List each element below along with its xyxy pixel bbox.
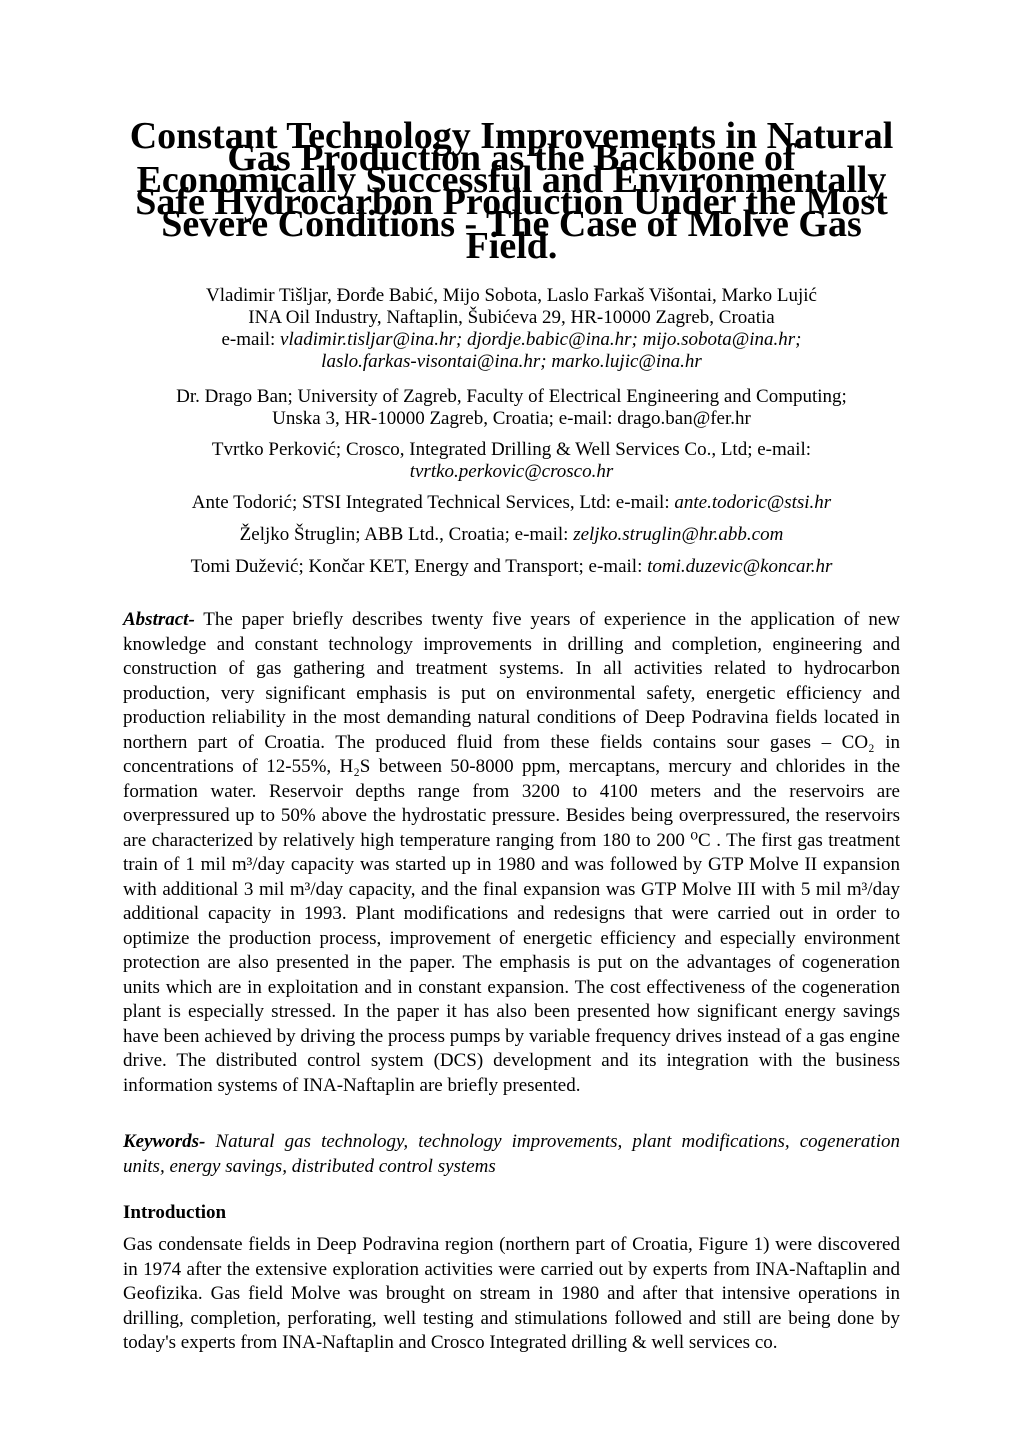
author-block-drago-ban (123, 386, 900, 430)
author-emails-line-1 (123, 329, 900, 351)
abstract-label: Abstract- (123, 609, 195, 630)
author-block-tomi-duzevic (123, 556, 900, 578)
email-addresses: vladimir.tisljar@ina.hr; djordje.babic@ina.hr; mijo.sobota@ina.hr; (280, 329, 802, 350)
keywords-paragraph (123, 1130, 900, 1179)
author-emails-line-2: laslo.farkas-visontai@ina.hr; marko.lujic@ina.hr (321, 351, 702, 372)
author-line: Željko Štruglin; ABB Ltd., Croatia; e-mail: (239, 524, 569, 545)
author-line: Unska 3, HR-10000 Zagreb, Croatia; e-mail: drago.ban@fer.hr (272, 408, 751, 429)
author-block-tvrtko-perkovic (123, 439, 900, 483)
keywords-label: Keywords- (123, 1131, 206, 1152)
introduction-paragraph: Gas condensate fields in Deep Podravina region (northern part of Croatia, Figure 1) were discovered in 1974 after the extensive exploration activities were carried out by experts from INA-Naftaplin and Geofizika. Gas field Molve was brought on stream in 1980 and after that intensive operations in drilling, completion, perforating, well testing and stimulations followed and still are being done by today's experts from INA-Naftaplin and Crosco Integrated drilling & well services co. (123, 1234, 900, 1353)
author-block-ina (123, 285, 900, 373)
email-address: zeljko.struglin@hr.abb.com (573, 524, 784, 545)
email-address: tomi.duzevic@koncar.hr (647, 556, 833, 577)
author-block-ante-todoric (123, 492, 900, 514)
author-affiliation: INA Oil Industry, Naftaplin, Šubićeva 29, HR-10000 Zagreb, Croatia (248, 307, 775, 328)
email-address: tvrtko.perkovic@crosco.hr (409, 461, 614, 482)
author-block-zeljko-struglin (123, 524, 900, 546)
author-line: Tvrtko Perković; Crosco, Integrated Drilling & Well Services Co., Ltd; e-mail: (211, 439, 812, 460)
paper-title: Constant Technology Improvements in Natural Gas Production as the Backbone of Economically Successful and Environmentally Safe Hydrocarbon Production Under the Most Severe Conditions - The Case of Molve Gas Field. (129, 115, 894, 267)
email-label: e-mail: (221, 329, 276, 350)
section-heading-introduction: Introduction (123, 1202, 227, 1223)
author-line: Tomi Dužević; Končar KET, Energy and Transport; e-mail: (190, 556, 643, 577)
author-line: Dr. Drago Ban; University of Zagreb, Faculty of Electrical Engineering and Computing; (176, 386, 847, 407)
email-address: ante.todoric@stsi.hr (674, 492, 832, 513)
abstract-paragraph (123, 608, 900, 1098)
abstract-text: The paper briefly describes twenty five years of experience in the application of new knowledge and constant technology improvements in drilling and completion, engineering and construction of gas gathering and treatment systems. In all activities related to hydrocarbon production, very significant emphasis is put on environmental safety, energetic efficiency and production reliability in the most demanding natural conditions of Deep Podravina fields located in northern part of Croatia. The produced fluid from these fields contains sour gases – CO₂ in concentrations of 12-55%, H₂S between 50-8000 ppm, mercaptans, mercury and chlorides in the formation water. Reservoir depths range from 3200 to 4100 meters and the reservoirs are overpressured up to 50% above the hydrostatic pressure. Besides being overpressured, the reservoirs are characterized by relatively high temperature ranging from 180 to 200 ⁰C . The first gas treatment train of 1 mil m³/day capacity was started up in 1980 and was followed by GTP Molve II expansion with additional 3 mil m³/day capacity, and the final expansion was GTP Molve III with 5 mil m³/day additional capacity in 1993. Plant modifications and redesigns that were carried out in order to optimize the production process, improvement of energetic efficiency and especially environment protection are also presented in the paper. The emphasis is put on the advantages of cogeneration units which are in exploitation and in constant expansion. The cost effectiveness of the cogeneration plant is especially stressed. In the paper it has also been presented how significant energy savings have been achieved by driving the process pumps by variable frequency drives instead of a gas engine drive. The distributed control system (DCS) development and its integration with the business information systems of INA-Naftaplin are briefly presented. (123, 609, 900, 1096)
author-line: Ante Todorić; STSI Integrated Technical Services, Ltd: e-mail: (191, 492, 670, 513)
keywords-text: Natural gas technology, technology improvements, plant modifications, cogeneration units, energy savings, distributed control systems (123, 1131, 900, 1177)
author-names: Vladimir Tišljar, Đorđe Babić, Mijo Sobota, Laslo Farkaš Višontai, Marko Lujić (206, 285, 817, 306)
